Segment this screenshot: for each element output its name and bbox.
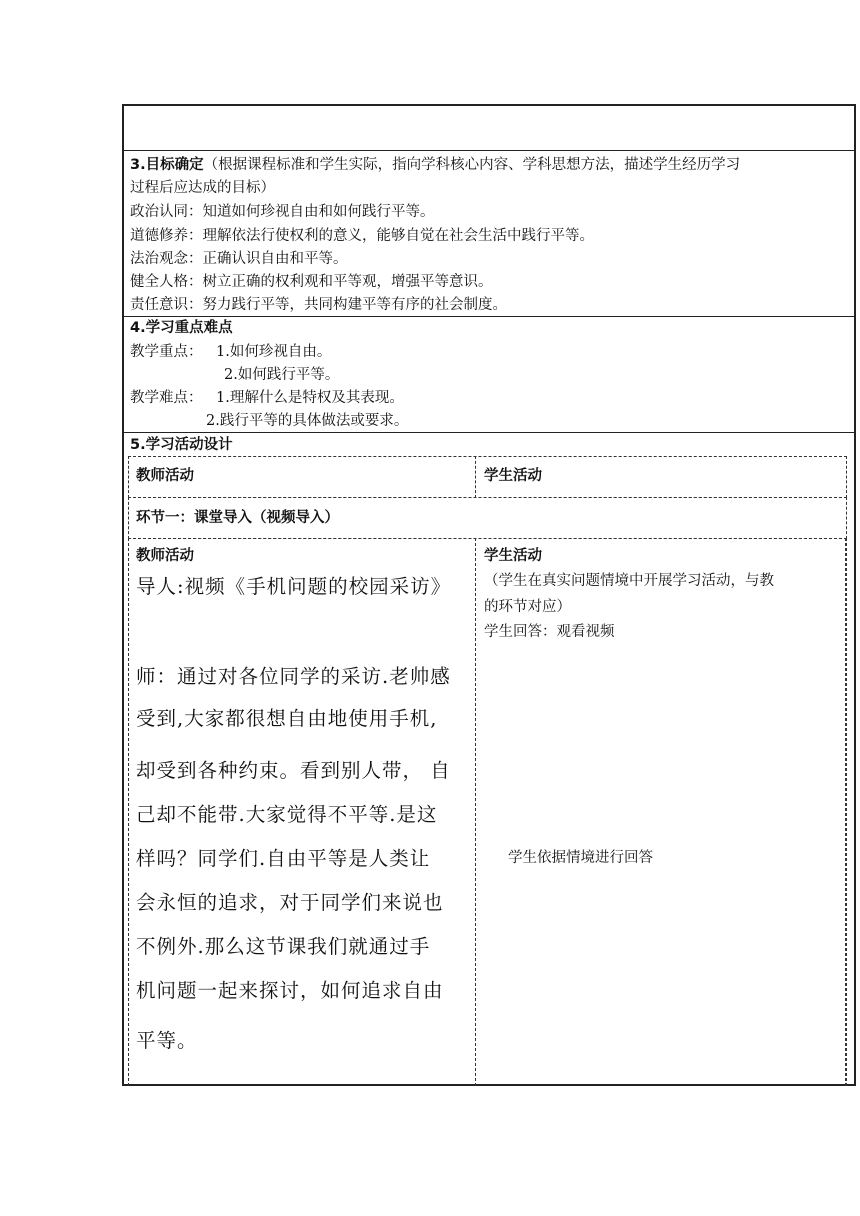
section-3-note: （根据课程标准和学生实际，指向学科核心内容、学科思想方法，描述学生经历学习 bbox=[203, 157, 741, 173]
goal-item: 道德修养：理解依法行使权利的意义，能够自觉在社会生活中践行平等。 bbox=[130, 228, 594, 244]
section-4-heading: 4.学习重点难点 bbox=[130, 320, 233, 336]
student-activity-title: 学生活动 bbox=[484, 548, 542, 564]
goal-item: 健全人格：树立正确的权利观和平等观，增强平等意识。 bbox=[130, 274, 493, 290]
student-activity-header: 学生活动 bbox=[484, 468, 542, 484]
difficulty-item: 2.践行平等的具体做法或要求。 bbox=[206, 413, 409, 429]
student-response: 学生依据情境进行回答 bbox=[508, 850, 653, 866]
focus-item: 1.如何珍视自由。 bbox=[216, 344, 332, 360]
teacher-speech-line: 会永恒的追求，对于同学们来说也 bbox=[136, 891, 444, 914]
student-activity-note: （学生在真实问题情境中开展学习活动，与教 bbox=[484, 573, 774, 589]
student-answer: 学生回答：观看视频 bbox=[484, 624, 615, 640]
goal-item: 责任意识：努力践行平等，共同构建平等有序的社会制度。 bbox=[130, 297, 507, 313]
stage-1-title: 环节一：课堂导入（视频导入） bbox=[136, 510, 339, 526]
focus-label: 教学重点： bbox=[130, 344, 203, 360]
difficulty-label: 教学难点： bbox=[130, 390, 203, 406]
row-divider bbox=[124, 316, 854, 317]
section-3-header bbox=[130, 155, 740, 175]
focus-item: 2.如何践行平等。 bbox=[224, 367, 340, 383]
row-divider bbox=[124, 432, 854, 433]
section-3-heading: 3.目标确定 bbox=[130, 157, 204, 173]
teacher-speech-line: 机问题一起来探讨，如何追求自由 bbox=[136, 979, 444, 1002]
teacher-speech-line: 己却不能带.大家觉得不平等.是这 bbox=[136, 803, 438, 826]
teacher-speech-line: 师：通过对各位同学的采访.老帅感 bbox=[136, 665, 451, 688]
teacher-activity-title: 教师活动 bbox=[136, 548, 194, 564]
teacher-speech-line: 不例外.那么这节课我们就通过手 bbox=[136, 935, 431, 958]
teacher-intro: 导人:视频《手机问题的校园采访》 bbox=[136, 575, 452, 598]
student-activity-note-cont: 的环节对应） bbox=[484, 599, 571, 615]
teacher-speech-line: 平等。 bbox=[136, 1029, 198, 1052]
section-5-heading: 5.学习活动设计 bbox=[130, 437, 233, 453]
teacher-speech-line: 却受到各种约束。看到别人带， 自 bbox=[136, 759, 451, 782]
goal-item: 法治观念：正确认识自由和平等。 bbox=[130, 251, 348, 267]
section-3-note-cont: 过程后应达成的目标） bbox=[130, 180, 275, 196]
column-divider bbox=[475, 538, 476, 1086]
row-divider bbox=[124, 150, 854, 151]
difficulty-item: 1.理解什么是特权及其表现。 bbox=[216, 390, 404, 406]
goal-item: 政治认同：知道如何珍视自由和如何践行平等。 bbox=[130, 204, 435, 220]
column-divider bbox=[475, 456, 476, 498]
teacher-speech-line: 样吗？同学们.自由平等是人类让 bbox=[136, 847, 431, 870]
teacher-activity-header: 教师活动 bbox=[136, 468, 194, 484]
right-border bbox=[845, 538, 846, 1086]
teacher-speech-line: 受到,大家都很想自由地使用手机, bbox=[136, 707, 438, 730]
